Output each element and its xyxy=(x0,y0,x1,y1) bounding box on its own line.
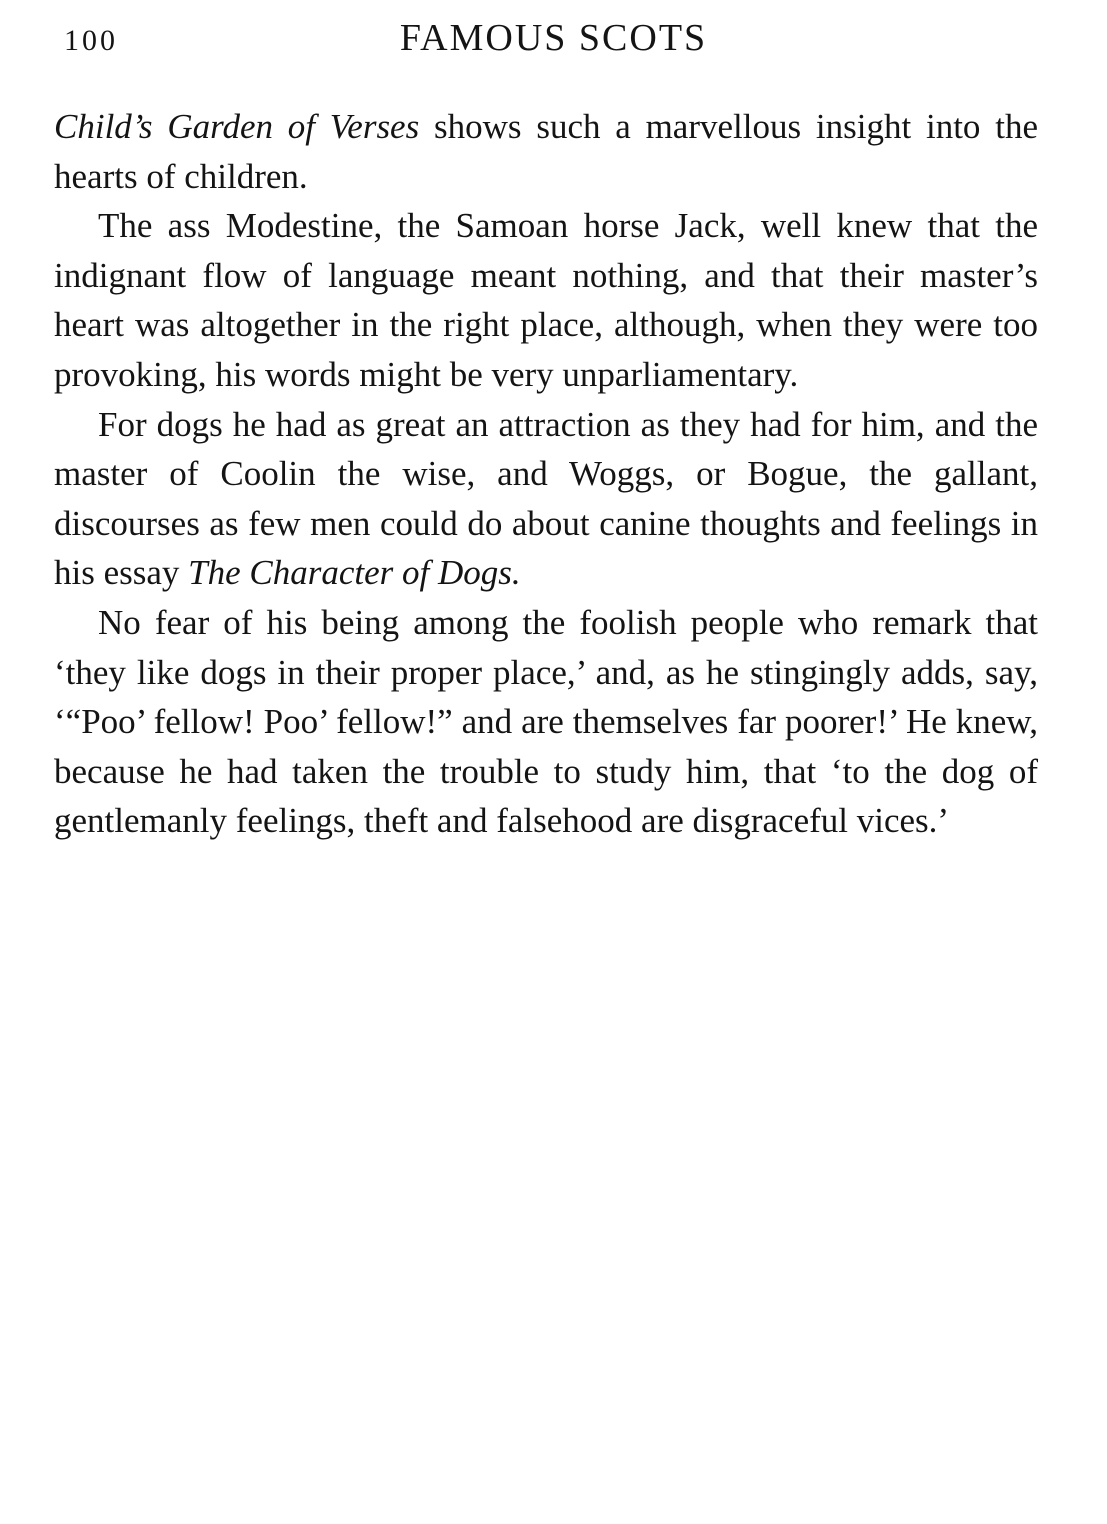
book-title-italic: Child’s Garden of Verses xyxy=(54,107,420,146)
page-number: 100 xyxy=(64,24,118,57)
paragraph-modestine: The ass Modestine, the Samoan horse Jack, well knew that the indignant flow of language meant nothing, and that their master’s heart was altogether in the right place, although, when they were too provoking, his words might be very unparliamentary. xyxy=(54,206,1038,394)
paragraph-continued xyxy=(54,102,1038,201)
running-title: FAMOUS SCOTS xyxy=(399,17,708,59)
running-head xyxy=(0,16,1107,66)
paragraph-text: shows such a marvellous insight into the hearts of children. xyxy=(54,107,1038,196)
paragraph-text: For dogs he had as great an attraction as they had for him, and the master of Coolin the wise, and Woggs, or Bogue, the gallant, discourses as few men could do about canine thoughts and feelings in his essay xyxy=(54,404,1038,593)
paragraph-no-fear: No fear of his being among the foolish people who remark that ‘they like dogs in their proper place,’ and, as he stingingly adds, say, ‘“Poo’ fellow! Poo’ fellow!” and are themselves far poorer!’ He knew, because he had taken the trouble to study him, that ‘to the dog of gentlemanly feelings, theft and falsehood are disgraceful vices.’ xyxy=(54,602,1038,841)
essay-title-italic: The Character of Dogs. xyxy=(188,553,521,593)
paragraph-dogs xyxy=(54,400,1038,598)
body-text xyxy=(54,102,1038,846)
